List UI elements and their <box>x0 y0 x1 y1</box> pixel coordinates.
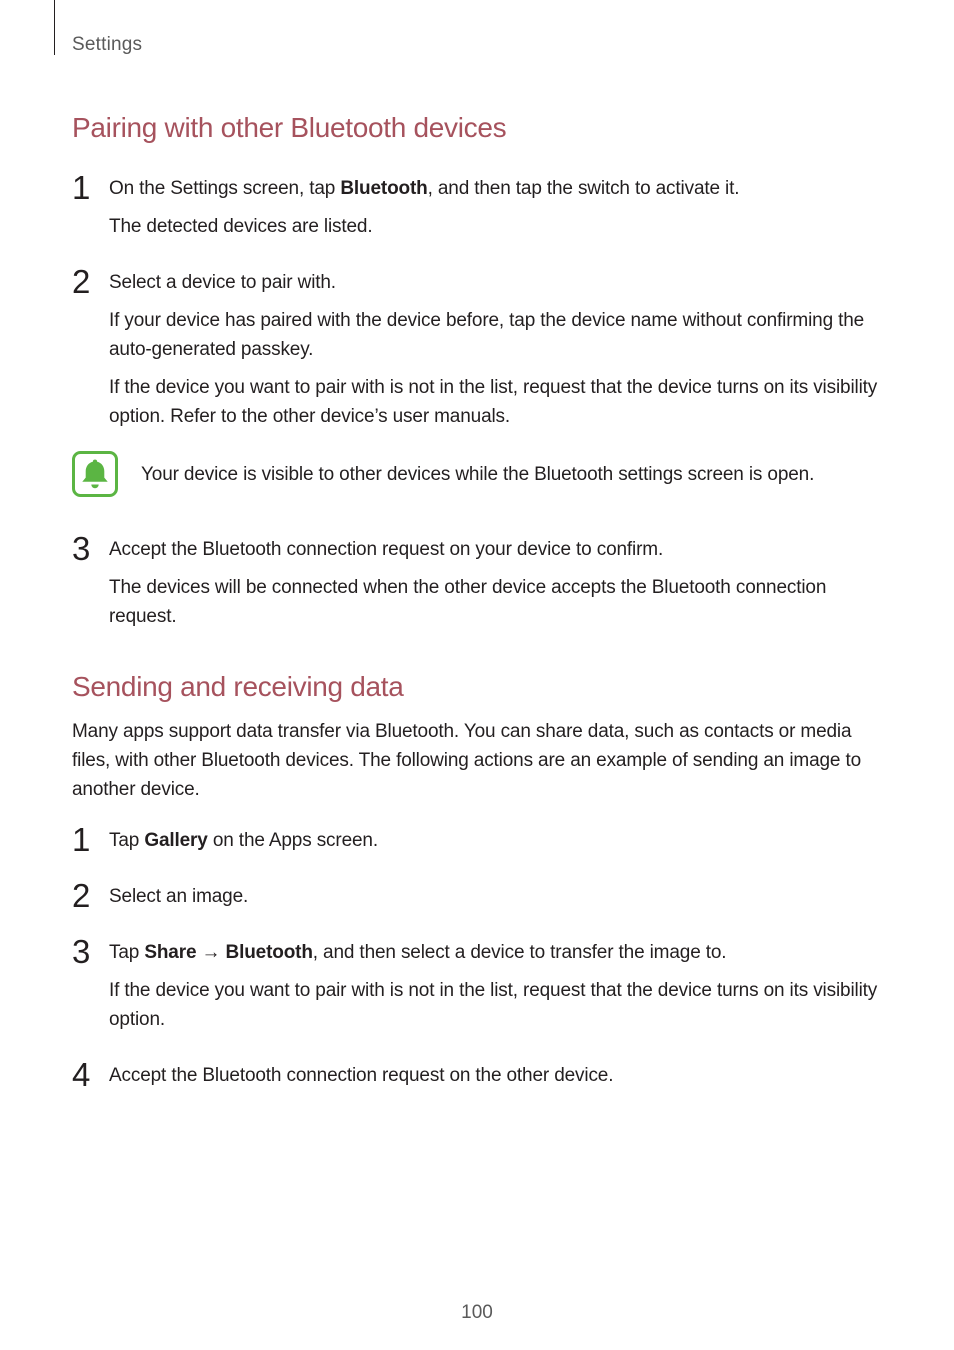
step-number: 2 <box>72 877 91 914</box>
note-text: Your device is visible to other devices while the Bluetooth settings screen is open. <box>141 464 815 485</box>
ui-term-gallery: Gallery <box>144 830 208 851</box>
section-intro: Many apps support data transfer via Bluetooth. You can share data, such as contacts or media files, with other Bluetooth devices. The following actions are an example of sending an image to another device. <box>72 721 861 800</box>
ui-term-share: Share <box>144 942 197 963</box>
section-title-pairing: Pairing with other Bluetooth devices <box>72 112 507 143</box>
step-instruction: Select an image. <box>109 886 249 907</box>
step-detail: The detected devices are listed. <box>109 216 373 237</box>
step-number: 4 <box>72 1056 91 1093</box>
ui-term-bluetooth: Bluetooth <box>340 178 428 199</box>
step-instruction: Tap Gallery on the Apps screen. <box>109 830 378 851</box>
step-detail: If your device has paired with the device before, tap the device name without confirming the auto-generated passkey. <box>109 310 865 360</box>
step-instruction: Tap Share → Bluetooth, and then select a device to transfer the image to. <box>109 942 727 963</box>
step-detail: If the device you want to pair with is not in the list, request that the device turns on its visibility option. <box>109 980 878 1030</box>
step-number: 1 <box>72 169 91 206</box>
step-number: 1 <box>72 821 91 858</box>
page-margin-rule <box>54 0 55 55</box>
section-title-sending: Sending and receiving data <box>72 671 404 702</box>
step-number: 3 <box>72 530 91 567</box>
running-head: Settings <box>72 34 143 55</box>
step-detail: If the device you want to pair with is not in the list, request that the device turns on its visibility option. Refer to the other device’s user manuals. <box>109 377 878 427</box>
arrow-right-icon: → <box>196 942 226 963</box>
step-instruction: On the Settings screen, tap Bluetooth, and then tap the switch to activate it. <box>109 178 740 199</box>
step-instruction: Accept the Bluetooth connection request on the other device. <box>109 1065 614 1086</box>
step-detail: The devices will be connected when the other device accepts the Bluetooth connection request. <box>109 577 827 627</box>
step-number: 2 <box>72 263 91 300</box>
step-number: 3 <box>72 933 91 970</box>
ui-term-bluetooth: Bluetooth <box>225 942 313 963</box>
page-number: 100 <box>461 1302 493 1323</box>
step-instruction: Select a device to pair with. <box>109 272 336 293</box>
notification-bell-icon <box>72 451 118 497</box>
step-instruction: Accept the Bluetooth connection request on your device to confirm. <box>109 539 664 560</box>
